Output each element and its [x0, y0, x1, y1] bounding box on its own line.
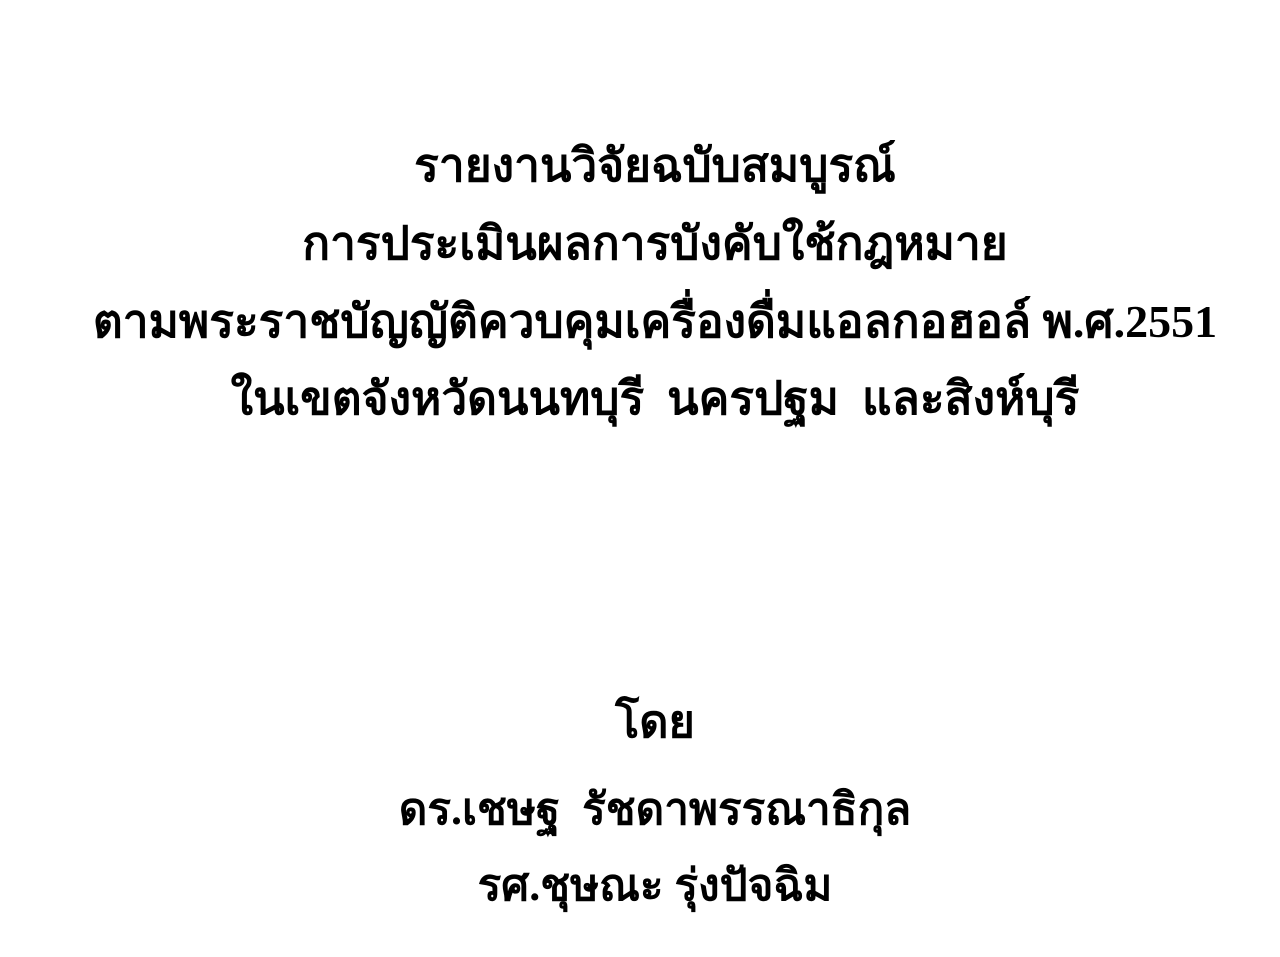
report-title-line-2: การประเมินผลการบังคับใช้กฎหมาย [302, 218, 1008, 269]
author-name-1: ดร.เชษฐ รัชดาพรรณาธิกุล [398, 785, 912, 834]
report-title-line-4: ในเขตจังหวัดนนทบุรี นครปฐม และสิงห์บุรี [230, 373, 1080, 424]
report-title-line-1: รายงานวิจัยฉบับสมบูรณ์ [414, 140, 896, 191]
byline-label: โดย [615, 697, 695, 747]
author-name-2: รศ.ชุษณะ รุ่งปัจฉิม [477, 861, 833, 910]
report-title-line-3: ตามพระราชบัญญัติควบคุมเครื่องดื่มแอลกอฮอล์ พ.ศ.2551 [92, 296, 1218, 347]
